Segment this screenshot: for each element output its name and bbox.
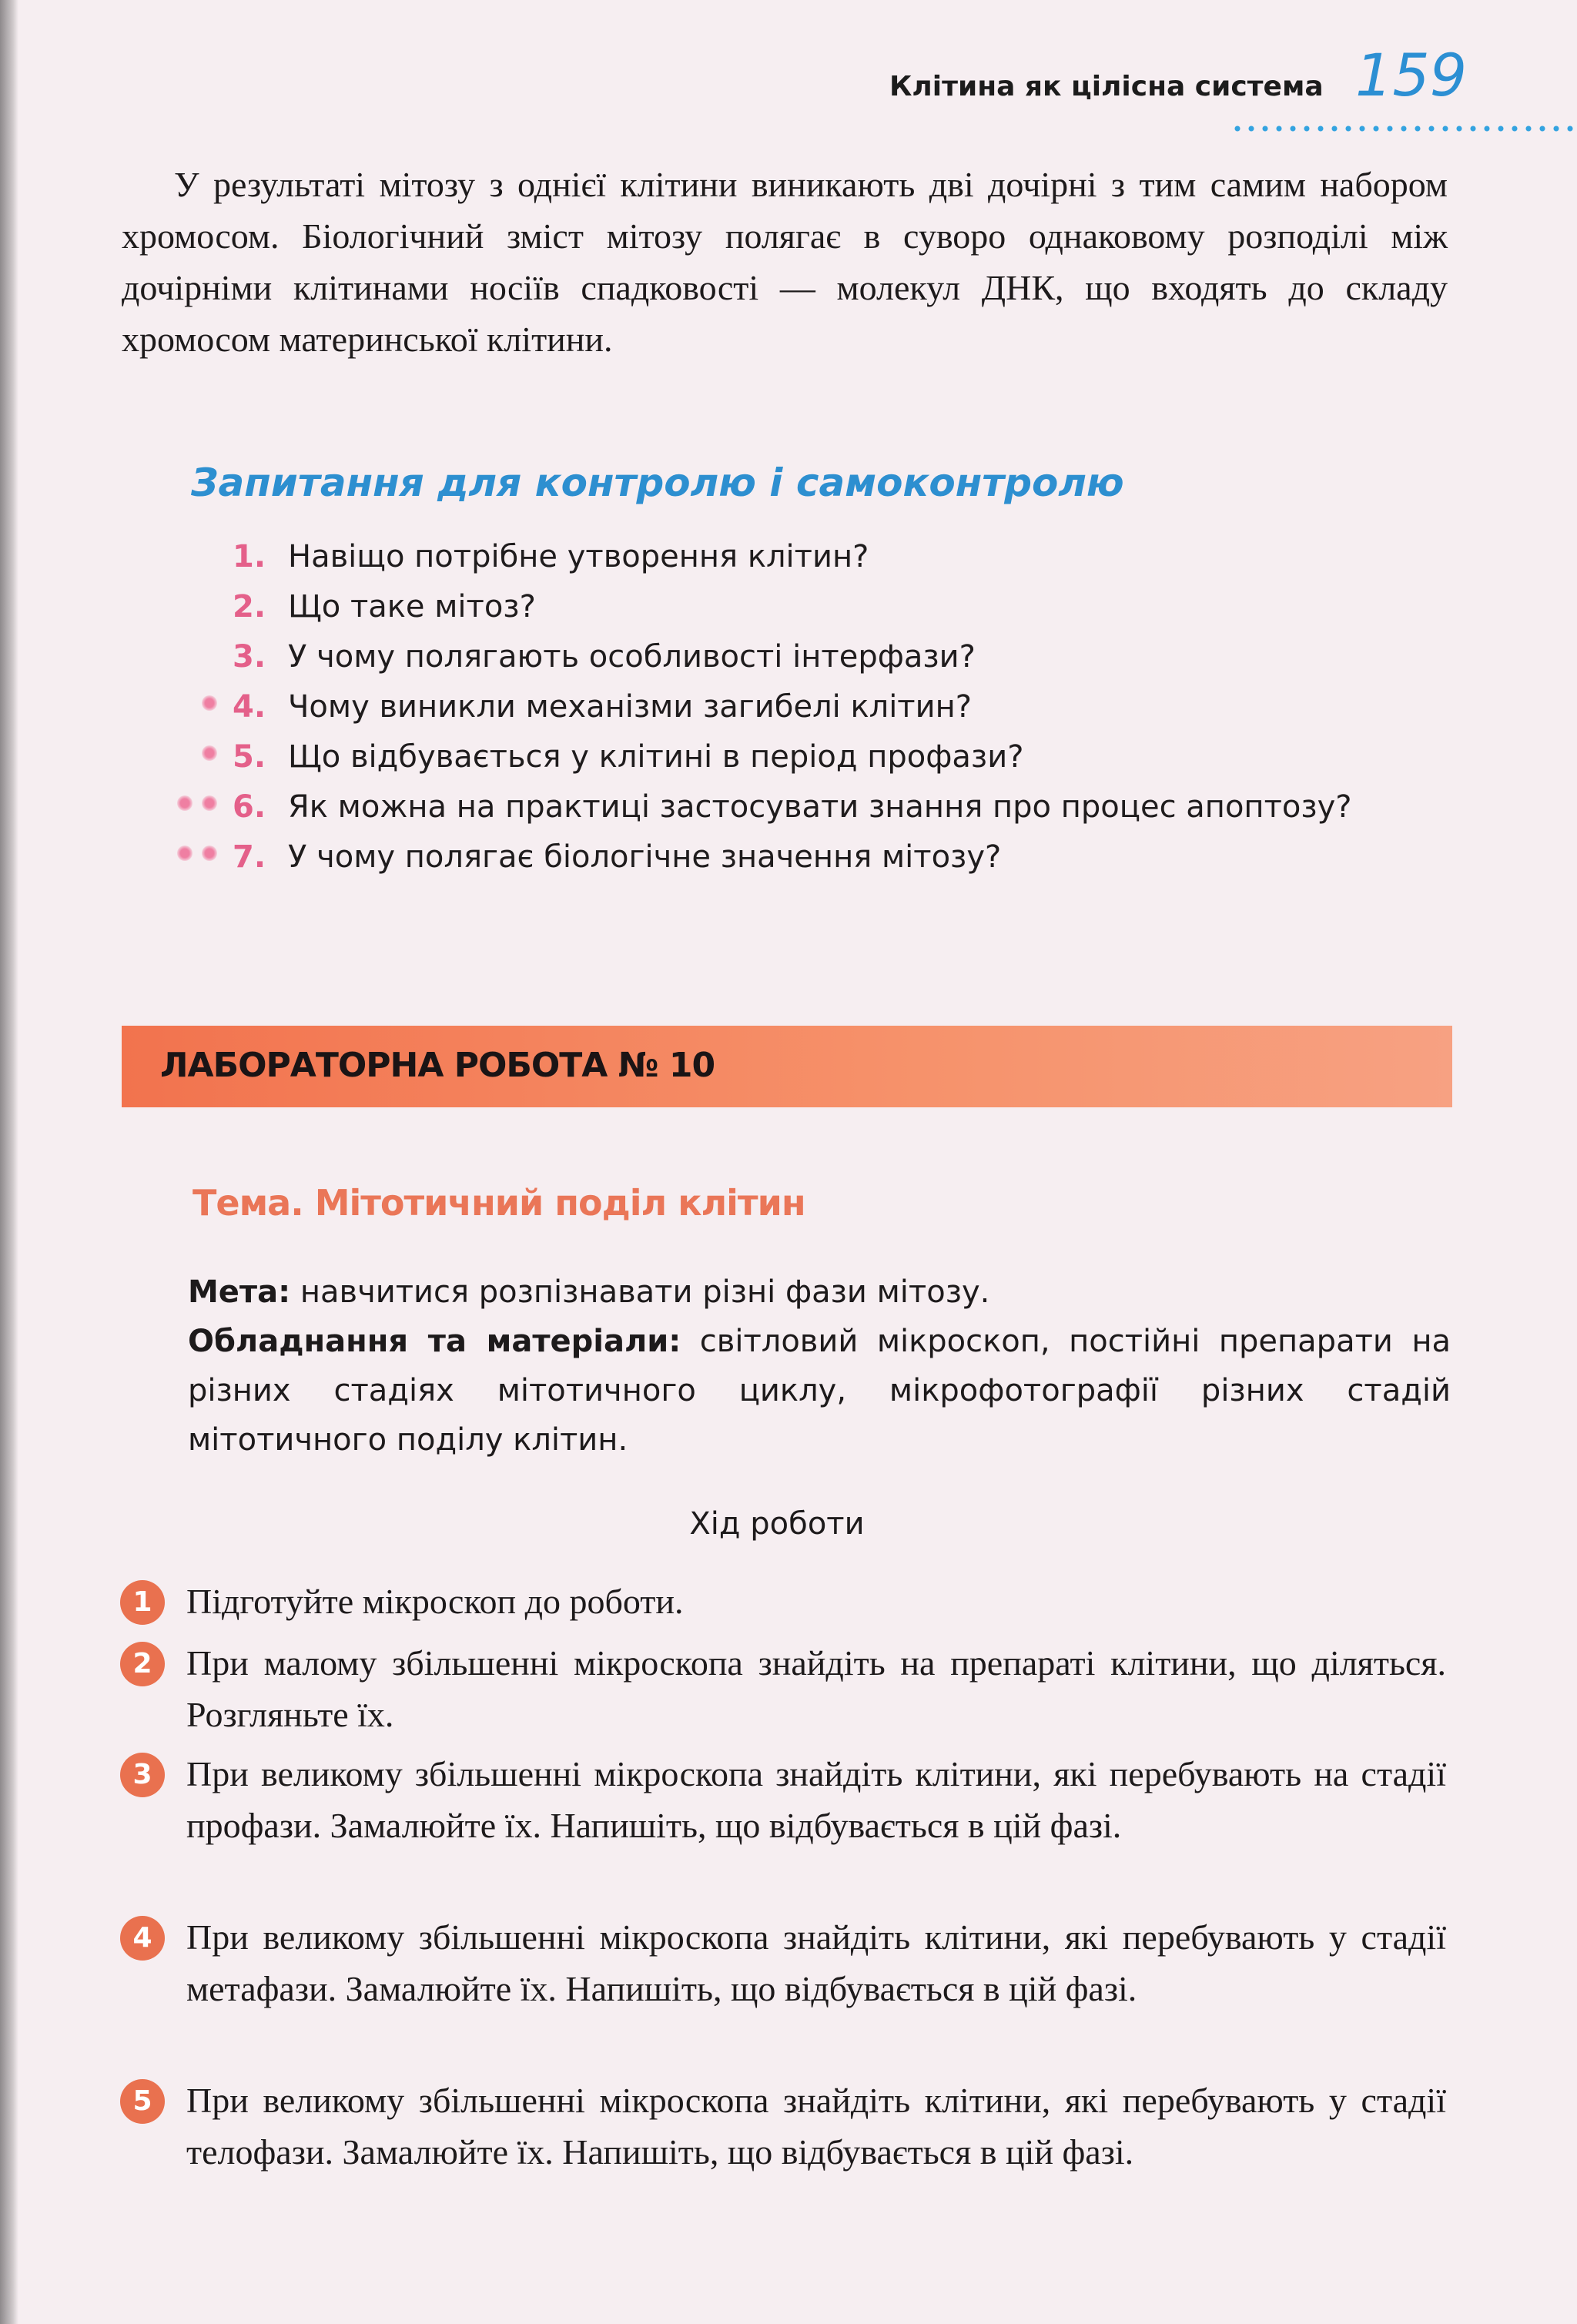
question-item — [0, 639, 1577, 689]
step-number-badge: 4 — [120, 1916, 165, 1961]
running-header-title: Клітина як цілісна система — [889, 71, 1324, 102]
procedure-title: Хід роботи — [689, 1506, 865, 1542]
difficulty-mark-icon — [177, 795, 193, 811]
page-number: 159 — [1355, 41, 1468, 109]
lab-work-banner — [122, 1026, 1452, 1107]
question-item — [0, 789, 1577, 839]
question-text: Чому виникли механізми загибелі клітин? — [288, 689, 972, 725]
lab-topic: Тема. Мітотичний поділ клітин — [193, 1182, 805, 1224]
questions-heading: Запитання для контролю і самоконтролю — [191, 460, 1124, 505]
book-spine-shadow — [0, 0, 18, 2324]
step-number-badge: 5 — [120, 2079, 165, 2124]
lab-goal-and-equipment — [188, 1267, 1451, 1465]
difficulty-mark-icon — [202, 795, 217, 811]
question-text: У чому полягають особливості інтерфази? — [288, 639, 976, 675]
difficulty-mark-icon — [202, 695, 217, 711]
step-text: При малому збільшенні мікроскопа знайдіть на препараті клітини, що діляться. Розгляньте їх. — [186, 1643, 1446, 1734]
questions-list — [0, 539, 1577, 889]
question-text: Навіщо потрібне утворення клітин? — [288, 539, 869, 574]
difficulty-mark-icon — [177, 846, 193, 861]
goal-label: Мета: — [188, 1274, 291, 1310]
question-item — [0, 739, 1577, 789]
question-item — [0, 589, 1577, 639]
step-text: При великому збільшенні мікроскопа знайдіть клітини, які перебувають на стадії профази. Замалюйте їх. Напишіть, що відбувається в цій фазі. — [186, 1754, 1446, 1845]
question-number: 7. — [233, 839, 266, 875]
step-text: Підготуйте мікроскоп до роботи. — [186, 1582, 684, 1621]
header-dotted-rule — [1230, 126, 1577, 132]
intro-paragraph: У результаті мітозу з однієї клітини виникають дві дочірні з тим самим набором хромосом. Біологічний зміст мітозу полягає в суворо однаковому розподілі між дочірніми клітинами носіїв спадковості — молекул ДНК, що входять до складу хромосом материнської клітини. — [122, 165, 1448, 359]
step-text: При великому збільшенні мікроскопа знайдіть клітини, які перебувають у стадії телофази. Замалюйте їх. Напишіть, що відбувається в цій фазі. — [186, 2081, 1446, 2172]
question-text: У чому полягає біологічне значення мітозу? — [288, 839, 1002, 875]
step-number-badge: 3 — [120, 1753, 165, 1797]
equipment-text: світловий мікроскоп, постійні препарати на різних стадіях мітотичного циклу, мікрофотографії різних стадій мітотичного поділу клітин. — [188, 1324, 1451, 1458]
question-number: 6. — [233, 789, 266, 825]
step-text: При великому збільшенні мікроскопа знайдіть клітини, які перебувають у стадії метафази. Замалюйте їх. Напишіть, що відбувається в цій фазі. — [186, 1917, 1446, 2008]
question-number: 5. — [233, 739, 266, 775]
equipment-label: Обладнання та матеріали: — [188, 1324, 681, 1359]
question-text: Як можна на практиці застосувати знання про процес апоптозу? — [288, 789, 1352, 825]
question-number: 3. — [233, 639, 266, 675]
difficulty-mark-icon — [202, 745, 217, 761]
step-number-badge: 2 — [120, 1642, 165, 1686]
goal-text: навчитися розпізнавати різні фази мітозу. — [290, 1274, 990, 1310]
question-text: Що таке мітоз? — [288, 589, 536, 625]
question-item — [0, 689, 1577, 739]
question-number: 4. — [233, 689, 266, 725]
question-text: Що відбувається у клітині в період профази? — [288, 739, 1024, 775]
question-number: 2. — [233, 589, 266, 625]
question-item — [0, 539, 1577, 589]
difficulty-mark-icon — [202, 846, 217, 861]
lab-work-title: ЛАБОРАТОРНА РОБОТА № 10 — [160, 1046, 715, 1085]
question-item — [0, 839, 1577, 889]
step-number-badge: 1 — [120, 1580, 165, 1625]
question-number: 1. — [233, 539, 266, 574]
